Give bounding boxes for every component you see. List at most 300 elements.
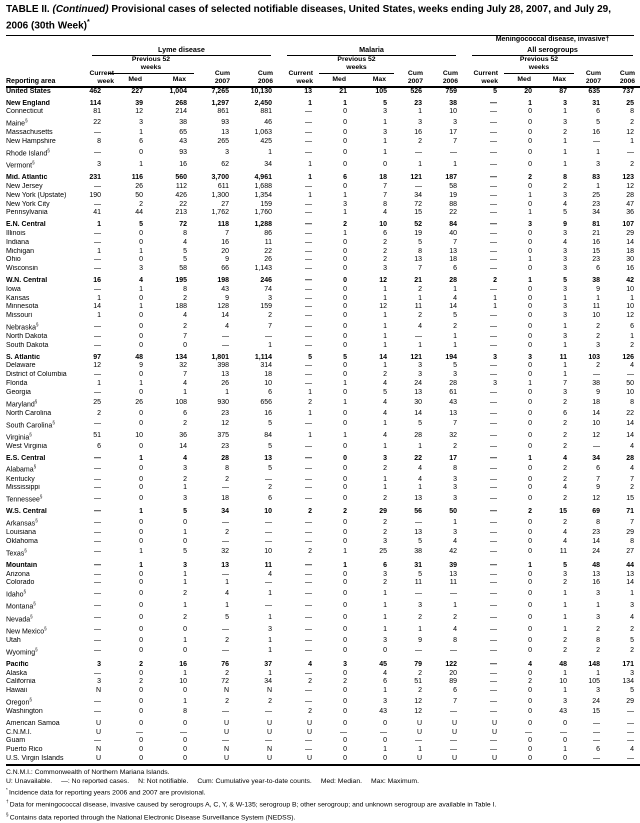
group-header-meningococcal <box>464 36 640 56</box>
reporting-area-cell: Rhode Island§ <box>6 147 50 158</box>
reporting-area-cell: Maryland§ <box>6 398 38 408</box>
value-cell: — <box>94 579 101 587</box>
value-cell: 9 <box>225 294 229 302</box>
value-cell: 1 <box>139 129 143 137</box>
value-cell: — <box>305 537 312 545</box>
value-cell: 12 <box>414 708 422 716</box>
value-cell: 0 <box>343 322 347 330</box>
value-cell: 0 <box>183 537 187 545</box>
value-cell: 107 <box>622 221 635 229</box>
value-cell: 2 <box>596 322 600 330</box>
value-cell: 0 <box>343 333 347 341</box>
value-cell: 214 <box>175 108 187 116</box>
value-cell: 126 <box>622 353 635 361</box>
value-cell: — <box>593 728 600 736</box>
value-cell: 6 <box>383 678 387 686</box>
value-cell: 2 <box>563 647 567 655</box>
value-cell: 0 <box>139 687 143 695</box>
value-cell: 0 <box>343 276 347 284</box>
table-row <box>6 696 640 708</box>
value-cell: 19 <box>449 191 457 199</box>
value-cell: 1 <box>183 529 187 537</box>
value-cell: 30 <box>626 256 635 264</box>
value-cell: 11 <box>264 238 272 246</box>
value-cell: 48 <box>559 660 567 668</box>
value-cell: 0 <box>528 465 532 473</box>
value-cell: — <box>222 484 229 492</box>
value-cell: 0 <box>139 322 143 330</box>
table-row <box>6 547 640 559</box>
value-cell: 84 <box>264 432 272 440</box>
value-cell: 1 <box>596 669 600 677</box>
value-cell: 1,143 <box>254 265 272 273</box>
value-cell: — <box>525 728 532 736</box>
value-cell: 0 <box>139 238 143 246</box>
value-cell: 3 <box>97 160 101 168</box>
footnotes <box>6 769 634 823</box>
value-cell: 79 <box>414 660 422 668</box>
value-cell: — <box>94 148 101 156</box>
table-row <box>6 720 640 729</box>
table-row <box>6 100 640 109</box>
value-cell: 0 <box>139 636 143 644</box>
value-cell: 1 <box>453 160 457 168</box>
value-cell: — <box>490 626 497 634</box>
value-cell: 14 <box>221 312 229 320</box>
value-cell: — <box>305 669 312 677</box>
value-cell: 2 <box>383 256 387 264</box>
reporting-area-cell: New Hampshire <box>6 138 56 146</box>
value-cell: 2 <box>630 484 635 492</box>
value-cell: — <box>94 508 101 516</box>
value-cell: 1 <box>383 322 387 330</box>
col-cum-2006: Cum 2006 <box>619 69 636 85</box>
reporting-area-cell: Tennessee§ <box>6 494 43 504</box>
value-cell: 0 <box>139 484 143 492</box>
value-cell: 1 <box>528 276 532 284</box>
value-cell: 47 <box>626 200 635 208</box>
reporting-area-cell: Oklahoma <box>6 537 38 545</box>
value-cell: 3 <box>563 697 567 705</box>
value-cell: 56 <box>414 508 422 516</box>
value-cell: 7 <box>630 518 635 526</box>
value-cell: 2 <box>183 589 187 597</box>
value-cell: — <box>265 333 272 341</box>
value-cell: 0 <box>528 247 532 255</box>
value-cell: 3 <box>528 221 532 229</box>
value-cell: 1 <box>563 108 567 116</box>
footnote: C.N.M.I.: Commonwealth of Northern Mariana Islands. <box>6 768 170 776</box>
value-cell: 32 <box>449 432 457 440</box>
value-cell: 5 <box>183 548 187 556</box>
value-cell: 227 <box>131 87 143 95</box>
footnote: § Contains data reported through the National Electronic Disease Surveillance System (NEDSS). <box>6 811 296 821</box>
value-cell: 97 <box>93 353 101 361</box>
table-row <box>6 484 640 493</box>
value-cell: 2 <box>563 518 567 526</box>
table-row <box>6 265 640 274</box>
value-cell: 34 <box>592 209 600 217</box>
value-cell: — <box>490 247 497 255</box>
table-row <box>6 239 640 248</box>
group-meningococcal-label: All serogroups <box>527 44 578 54</box>
value-cell: 1 <box>563 371 567 379</box>
value-cell: 0 <box>343 669 347 677</box>
value-cell: — <box>305 697 312 705</box>
value-cell: — <box>490 518 497 526</box>
value-cell: 0 <box>139 589 143 597</box>
table-row <box>6 389 640 398</box>
value-cell: — <box>222 537 229 545</box>
value-cell: — <box>490 561 497 569</box>
value-cell: 1 <box>563 160 567 168</box>
value-cell: 2 <box>418 312 422 320</box>
value-cell: 656 <box>260 399 272 407</box>
col-max: Max <box>552 75 566 83</box>
value-cell: 0 <box>528 160 532 168</box>
value-cell: 0 <box>528 746 532 754</box>
table-continued-note: (Continued) <box>52 4 109 15</box>
value-cell: 11 <box>414 579 422 587</box>
value-cell: 2 <box>453 322 457 330</box>
value-cell: 2 <box>383 247 387 255</box>
value-cell: 3,700 <box>211 174 229 182</box>
value-cell: 1 <box>383 294 387 302</box>
value-cell: 5 <box>383 99 387 107</box>
value-cell: — <box>94 182 101 190</box>
value-cell: 1 <box>383 420 387 428</box>
col-current-week: Current week <box>473 69 498 85</box>
value-cell: 121 <box>410 174 422 182</box>
value-cell: 3 <box>563 191 567 199</box>
value-cell: — <box>490 285 497 293</box>
value-cell: 9 <box>418 636 422 644</box>
value-cell: 5 <box>308 353 312 361</box>
reporting-area-cell: Washington <box>6 708 43 716</box>
value-cell: 9 <box>563 221 567 229</box>
reporting-area-cell: Oregon§ <box>6 696 32 707</box>
value-cell: 16 <box>592 579 600 587</box>
value-cell: 0 <box>528 371 532 379</box>
reporting-area-cell: S. Atlantic <box>6 353 40 361</box>
value-cell: 18 <box>379 174 387 182</box>
value-cell: 1 <box>563 362 567 370</box>
value-cell: 123 <box>622 174 635 182</box>
value-cell: 2 <box>343 221 347 229</box>
value-cell: 5 <box>225 614 229 622</box>
value-cell: 16 <box>592 238 600 246</box>
value-cell: 81 <box>93 108 101 116</box>
value-cell: U <box>306 755 312 762</box>
value-cell: 3 <box>596 160 600 168</box>
value-cell: 12 <box>93 362 101 370</box>
table-row <box>6 579 640 588</box>
value-cell: 2 <box>383 579 387 587</box>
value-cell: 0 <box>139 409 143 417</box>
value-cell: 1 <box>528 191 532 199</box>
value-cell: 0 <box>383 737 387 745</box>
value-cell: 3 <box>453 484 457 492</box>
value-cell: 50 <box>626 380 635 388</box>
value-cell: 1 <box>563 602 567 610</box>
value-cell: 108 <box>175 399 187 407</box>
value-cell: — <box>222 647 229 655</box>
value-cell: 737 <box>622 87 635 95</box>
value-cell: 2 <box>563 465 567 473</box>
value-cell: 50 <box>135 191 143 199</box>
value-cell: 88 <box>449 200 457 208</box>
value-cell: 0 <box>343 294 347 302</box>
value-cell: 1 <box>418 160 422 168</box>
value-cell: 4 <box>183 380 187 388</box>
value-cell: 43 <box>221 285 229 293</box>
value-cell: — <box>305 341 312 349</box>
value-cell: — <box>94 589 101 597</box>
value-cell: 48 <box>135 353 143 361</box>
value-cell: 4 <box>139 276 143 284</box>
value-cell: 1 <box>383 341 387 349</box>
table-row <box>6 463 640 475</box>
value-cell: 1 <box>343 191 347 199</box>
value-cell: 5 <box>183 508 187 516</box>
value-cell: 2 <box>563 432 567 440</box>
value-cell: 13 <box>414 529 422 537</box>
value-cell: 12 <box>135 108 143 116</box>
value-cell: 8 <box>383 200 387 208</box>
value-cell: — <box>415 182 422 190</box>
value-cell: 426 <box>175 191 187 199</box>
value-cell: 0 <box>528 570 532 578</box>
reporting-area-cell: District of Columbia <box>6 371 67 379</box>
reporting-area-cell: South Carolina§ <box>6 419 55 429</box>
value-cell: — <box>265 579 272 587</box>
value-cell: 42 <box>626 276 635 284</box>
value-cell: 0 <box>343 341 347 349</box>
value-cell: 10 <box>592 420 600 428</box>
value-cell: — <box>627 719 635 727</box>
value-cell: 71 <box>626 508 635 516</box>
value-cell: 19 <box>414 229 422 237</box>
reporting-area-cell: Georgia <box>6 388 31 396</box>
col-cum-2007: Cum 2007 <box>407 69 423 85</box>
value-cell: 14 <box>414 409 422 417</box>
value-cell: 16 <box>626 265 635 273</box>
value-cell: — <box>490 508 497 516</box>
value-cell: 187 <box>445 174 457 182</box>
value-cell: 43 <box>449 399 457 407</box>
value-cell: — <box>450 589 457 597</box>
value-cell: 74 <box>264 285 272 293</box>
value-cell: 3 <box>563 265 567 273</box>
reporting-area-cell: Missouri <box>6 312 33 320</box>
reporting-area-cell: Montana§ <box>6 601 36 611</box>
value-cell: 8 <box>563 174 567 182</box>
value-cell: — <box>490 420 497 428</box>
value-cell: 3 <box>630 602 635 610</box>
value-cell: 0 <box>343 537 347 545</box>
table-row <box>6 138 640 147</box>
table-row <box>6 455 640 464</box>
value-cell: — <box>560 728 567 736</box>
value-cell: 1 <box>183 636 187 644</box>
value-cell: 3 <box>453 494 457 502</box>
value-cell: 2 <box>528 508 532 516</box>
value-cell: 34 <box>264 160 272 168</box>
value-cell: — <box>490 494 497 502</box>
value-cell: 14 <box>449 303 457 311</box>
value-cell: 0 <box>528 475 532 483</box>
value-cell: 18 <box>626 247 635 255</box>
value-cell: — <box>490 548 497 556</box>
value-cell: 3 <box>596 687 600 695</box>
value-cell: 0 <box>139 148 143 156</box>
col-cum-2007: Cum 2007 <box>585 69 601 85</box>
value-cell: 0 <box>528 518 532 526</box>
value-cell: 112 <box>175 182 187 190</box>
value-cell: 43 <box>179 138 187 146</box>
value-cell: U <box>266 755 272 762</box>
value-cell: 1 <box>139 285 143 293</box>
value-cell: 8 <box>183 708 187 716</box>
value-cell: 13 <box>221 561 229 569</box>
table-row <box>6 538 640 547</box>
value-cell: 8 <box>418 247 422 255</box>
value-cell: 0 <box>528 669 532 677</box>
value-cell: — <box>305 312 312 320</box>
value-cell: 20 <box>221 247 229 255</box>
value-cell: 1 <box>268 669 272 677</box>
reporting-area-cell: Louisiana <box>6 529 36 537</box>
value-cell: 1 <box>343 561 347 569</box>
value-cell: — <box>305 746 312 754</box>
value-cell: — <box>450 647 457 655</box>
value-cell: — <box>305 484 312 492</box>
value-cell: 0 <box>383 755 387 762</box>
value-cell: 1 <box>563 687 567 695</box>
value-cell: 29 <box>626 229 635 237</box>
value-cell: 1 <box>97 294 101 302</box>
reporting-area-cell: C.N.M.I. <box>6 728 32 736</box>
value-cell: 1 <box>630 138 635 146</box>
value-cell: 0 <box>139 529 143 537</box>
value-cell: 3 <box>183 494 187 502</box>
value-cell: 4 <box>453 626 457 634</box>
value-cell: 11 <box>414 303 422 311</box>
value-cell: 2 <box>528 174 532 182</box>
value-cell: 0 <box>139 614 143 622</box>
value-cell: 0 <box>343 129 347 137</box>
table-row <box>6 517 640 529</box>
value-cell: 0 <box>139 420 143 428</box>
value-cell: — <box>305 221 312 229</box>
col-cum-2007: Cum 2007 <box>214 69 230 85</box>
value-cell: 0 <box>528 442 532 450</box>
value-cell: 1 <box>343 229 347 237</box>
value-cell: U <box>416 719 422 727</box>
reporting-area-cell: Massachusetts <box>6 129 53 137</box>
value-cell: 87 <box>559 87 567 95</box>
value-cell: 0 <box>343 529 347 537</box>
value-cell: 3 <box>493 353 497 361</box>
value-cell: 0 <box>528 537 532 545</box>
value-cell: 0 <box>343 602 347 610</box>
value-cell: — <box>490 529 497 537</box>
table-row <box>6 729 640 738</box>
value-cell: — <box>265 518 272 526</box>
value-cell: 36 <box>626 209 635 217</box>
value-cell: — <box>305 589 312 597</box>
value-cell: 171 <box>622 660 635 668</box>
value-cell: 1,354 <box>254 191 272 199</box>
value-cell: 1,300 <box>211 191 229 199</box>
value-cell: 0 <box>343 737 347 745</box>
value-cell: 1 <box>308 191 312 199</box>
value-cell: 3 <box>563 333 567 341</box>
value-cell: 1 <box>268 636 272 644</box>
value-cell: — <box>490 209 497 217</box>
value-cell: 2 <box>563 182 567 190</box>
value-cell: 0 <box>139 294 143 302</box>
value-cell: 2 <box>630 118 635 126</box>
value-cell: 2 <box>596 333 600 341</box>
value-cell: 11 <box>264 561 272 569</box>
value-cell: 42 <box>449 548 457 556</box>
value-cell: 2 <box>563 494 567 502</box>
value-cell: 0 <box>139 388 143 396</box>
value-cell: 3 <box>383 537 387 545</box>
value-cell: — <box>490 678 497 686</box>
value-cell: 2 <box>563 399 567 407</box>
value-cell: 1 <box>139 160 143 168</box>
value-cell: 105 <box>375 87 387 95</box>
value-cell: 121 <box>410 353 422 361</box>
value-cell: 1 <box>343 209 347 217</box>
value-cell: 15 <box>592 247 600 255</box>
value-cell: 13 <box>221 371 229 379</box>
value-cell: 1 <box>563 669 567 677</box>
value-cell: 2 <box>383 465 387 473</box>
value-cell: 1 <box>139 247 143 255</box>
value-cell: — <box>380 728 387 736</box>
reporting-area-cell: Indiana <box>6 238 29 246</box>
value-cell: 190 <box>89 191 101 199</box>
value-cell: 1 <box>453 341 457 349</box>
reporting-area-cell: Nebraska§ <box>6 321 39 332</box>
value-cell: 0 <box>139 746 143 754</box>
value-cell: 1,063 <box>254 129 272 137</box>
value-cell: 3 <box>453 118 457 126</box>
value-cell: U <box>306 728 312 736</box>
value-cell: — <box>593 138 600 146</box>
value-cell: 86 <box>264 229 272 237</box>
footnote: * Incidence data for reporting years 2006 and 2007 are provisional. <box>6 787 206 797</box>
value-cell: U <box>95 728 101 736</box>
value-cell: U <box>416 728 422 736</box>
value-cell: — <box>305 494 312 502</box>
table-row <box>6 248 640 257</box>
value-cell: — <box>490 238 497 246</box>
value-cell: 7 <box>453 697 457 705</box>
value-cell: 0 <box>528 755 532 762</box>
value-cell: 14 <box>626 579 635 587</box>
value-cell: — <box>490 108 497 116</box>
value-cell: — <box>94 548 101 556</box>
value-cell: 2 <box>308 508 312 516</box>
value-cell: 0 <box>343 312 347 320</box>
value-cell: — <box>222 708 229 716</box>
value-cell: 0 <box>528 265 532 273</box>
reporting-area-cell: E.N. Central <box>6 221 46 229</box>
